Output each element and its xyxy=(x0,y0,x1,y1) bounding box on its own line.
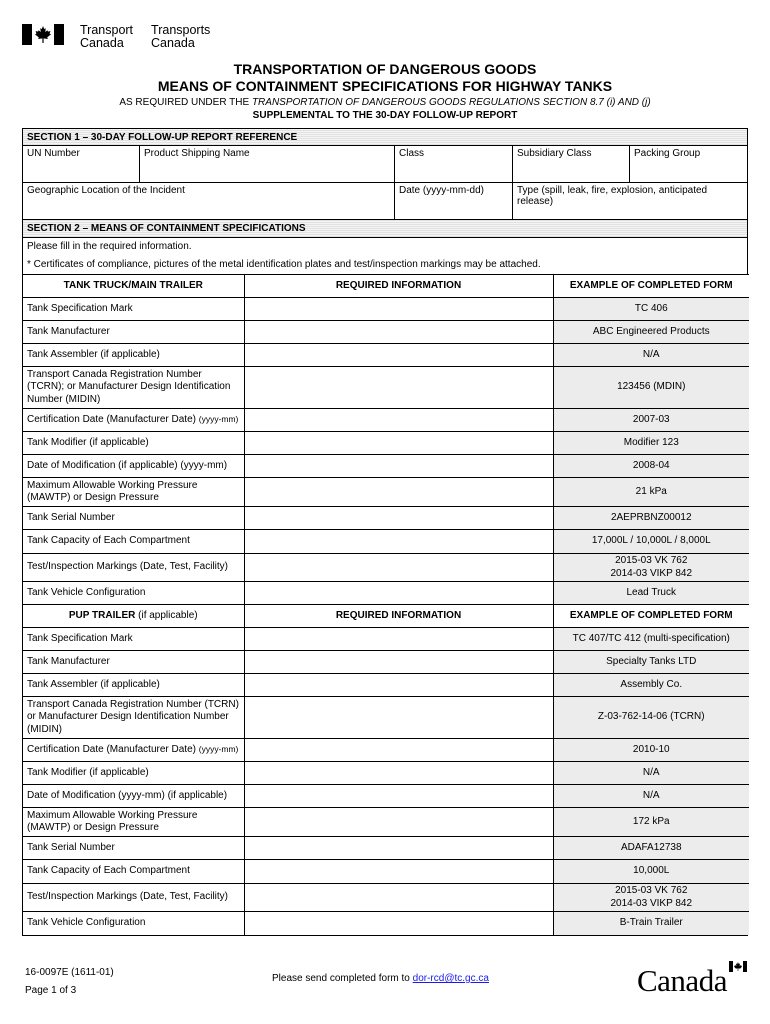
attachments-note: * Certificates of compliance, pictures of the metal identification plates and test/inspection markings may be attached. xyxy=(27,259,541,270)
pup-row-label: Tank Capacity of Each Compartment xyxy=(23,860,244,884)
pup-row-example: 2010-10 xyxy=(553,739,749,762)
tank-row-label: Transport Canada Registration Number (TCRN); or Manufacturer Design Identification Number (MIDIN) xyxy=(23,367,244,409)
tank-row xyxy=(23,367,749,409)
pup-header-left xyxy=(23,605,244,628)
pup-row-example: Assembly Co. xyxy=(553,674,749,697)
tank-header-row xyxy=(23,275,749,298)
pup-header-normal: (if applicable) xyxy=(135,609,198,621)
tank-row-label: Test/Inspection Markings (Date, Test, Facility) xyxy=(23,554,244,582)
form-title-line2: MEANS OF CONTAINMENT SPECIFICATIONS FOR HIGHWAY TANKS xyxy=(157,78,613,94)
pup-row-input[interactable] xyxy=(244,628,553,651)
page-number: Page 1 of 3 xyxy=(25,985,77,996)
pup-row xyxy=(23,884,749,912)
pup-row-label: Test/Inspection Markings (Date, Test, Facility) xyxy=(23,884,244,912)
pup-row-input[interactable] xyxy=(244,762,553,785)
label-main: Certification Date (Manufacturer Date) xyxy=(27,414,199,426)
pup-row-example: B-Train Trailer xyxy=(553,912,749,935)
tank-row-input[interactable] xyxy=(244,432,553,455)
tank-row-input[interactable] xyxy=(244,530,553,554)
un-number-field[interactable]: UN Number xyxy=(23,146,140,182)
tank-row-example: TC 406 xyxy=(553,298,749,321)
pup-row-example: ADAFA12738 xyxy=(553,837,749,860)
example-line1: 2015-03 VK 762 xyxy=(615,885,688,896)
form-number: 16-0097E (1611-01) xyxy=(25,967,114,978)
tank-row-input[interactable] xyxy=(244,321,553,344)
pup-row xyxy=(23,837,749,860)
pup-row xyxy=(23,651,749,674)
tank-row-example: 21 kPa xyxy=(553,478,749,507)
regulation-title: TRANSPORTATION OF DANGEROUS GOODS REGULATIONS SECTION 8.7 (i) AND (j) xyxy=(251,97,651,108)
pup-row-example: TC 407/TC 412 (multi-specification) xyxy=(553,628,749,651)
label-format: (yyyy-mm) xyxy=(198,744,239,755)
tank-row xyxy=(23,530,749,554)
example-line2: 2014-03 VIKP 842 xyxy=(610,897,693,909)
pup-row-input[interactable] xyxy=(244,785,553,808)
pup-row-input[interactable] xyxy=(244,860,553,884)
tank-row xyxy=(23,554,749,582)
tank-row xyxy=(23,582,749,605)
example-line1: 2015-03 VK 762 xyxy=(615,555,688,566)
tank-header-required: REQUIRED INFORMATION xyxy=(244,275,553,298)
incident-type-field[interactable]: Type (spill, leak, fire, explosion, anticipated release) xyxy=(517,185,708,207)
dept-en-line2: Canada xyxy=(80,36,124,50)
tank-row-input[interactable] xyxy=(244,344,553,367)
pup-row xyxy=(23,739,749,762)
tank-row-input[interactable] xyxy=(244,507,553,530)
incident-date-field[interactable]: Date (yyyy-mm-dd) xyxy=(395,183,513,219)
fill-in-note: Please fill in the required information. xyxy=(27,241,192,252)
pup-row-label: Tank Serial Number xyxy=(23,837,244,860)
tank-row-input[interactable] xyxy=(244,554,553,582)
tank-row-label: Date of Modification (if applicable) (yyyy-mm) xyxy=(23,455,244,478)
tank-row-example: 2AEPRBNZ00012 xyxy=(553,507,749,530)
pup-header-required: REQUIRED INFORMATION xyxy=(244,605,553,628)
section2-notes xyxy=(23,237,747,274)
tank-row-label xyxy=(23,409,244,432)
pup-row xyxy=(23,674,749,697)
tank-row-example xyxy=(553,554,749,582)
pup-row-input[interactable] xyxy=(244,674,553,697)
pup-header-bold: PUP TRAILER xyxy=(68,609,136,621)
tank-row-example: Modifier 123 xyxy=(553,432,749,455)
tank-row xyxy=(23,507,749,530)
pup-row-example: N/A xyxy=(553,762,749,785)
pup-row-example: N/A xyxy=(553,785,749,808)
example-line2: 2014-03 VIKP 842 xyxy=(610,567,693,579)
pup-header-row xyxy=(23,605,749,628)
dept-fr-line1: Transports xyxy=(151,23,211,37)
packing-group-field[interactable]: Packing Group xyxy=(634,148,701,159)
wordmark-text: Canada xyxy=(637,963,727,998)
pup-row-label: Maximum Allowable Working Pressure (MAWTP) or Design Pressure xyxy=(23,808,244,837)
pup-row-label: Tank Manufacturer xyxy=(23,651,244,674)
tank-row-label: Tank Capacity of Each Compartment xyxy=(23,530,244,554)
pup-row xyxy=(23,860,749,884)
pup-row-label: Tank Specification Mark xyxy=(23,628,244,651)
pup-row-example: Specialty Tanks LTD xyxy=(553,651,749,674)
tank-row-example: ABC Engineered Products xyxy=(553,321,749,344)
form-title-line1: TRANSPORTATION OF DANGEROUS GOODS xyxy=(233,61,537,77)
tank-row xyxy=(23,409,749,432)
tank-row-input[interactable] xyxy=(244,478,553,507)
tank-row-example: 2007-03 xyxy=(553,409,749,432)
subsidiary-class-field[interactable]: Subsidiary Class xyxy=(513,146,630,182)
department-name-english xyxy=(80,24,133,50)
pup-row xyxy=(23,785,749,808)
tank-row xyxy=(23,321,749,344)
pup-row-example: Z-03-762-14-06 (TCRN) xyxy=(553,697,749,739)
tank-row xyxy=(23,298,749,321)
tank-row-example: 17,000L / 10,000L / 8,000L xyxy=(553,530,749,554)
tank-row-label: Tank Modifier (if applicable) xyxy=(23,432,244,455)
label-main: Certification Date (Manufacturer Date) xyxy=(27,744,199,756)
pup-row-input[interactable] xyxy=(244,697,553,739)
tank-row-example: Lead Truck xyxy=(553,582,749,605)
pup-row-input[interactable] xyxy=(244,912,553,935)
tank-row xyxy=(23,344,749,367)
pup-row-example: 172 kPa xyxy=(553,808,749,837)
pup-row-label: Tank Vehicle Configuration xyxy=(23,912,244,935)
government-signature xyxy=(22,24,210,50)
tank-row-example: 123456 (MDIN) xyxy=(553,367,749,409)
send-instructions xyxy=(272,973,489,984)
tank-row-input[interactable] xyxy=(244,298,553,321)
section1-header: SECTION 1 – 30-DAY FOLLOW-UP REPORT REFERENCE xyxy=(23,129,747,146)
pup-row-input[interactable] xyxy=(244,651,553,674)
tank-row-input[interactable] xyxy=(244,455,553,478)
shipping-name-field[interactable]: Product Shipping Name xyxy=(140,146,395,182)
label-format: (yyyy-mm) xyxy=(198,414,239,425)
footer-info xyxy=(25,964,114,1000)
tank-row-label: Maximum Allowable Working Pressure (MAWTP) or Design Pressure xyxy=(23,478,244,507)
tank-specifications-table xyxy=(23,274,749,935)
email-link[interactable]: dor-rcd@tc.gc.ca xyxy=(412,973,489,984)
tank-row xyxy=(23,455,749,478)
pup-row-label xyxy=(23,739,244,762)
tank-header-left: TANK TRUCK/MAIN TRAILER xyxy=(23,275,244,298)
pup-row xyxy=(23,762,749,785)
pup-row-label: Tank Assembler (if applicable) xyxy=(23,674,244,697)
pup-header-example: EXAMPLE OF COMPLETED FORM xyxy=(553,605,749,628)
tank-row-input[interactable] xyxy=(244,409,553,432)
location-field[interactable]: Geographic Location of the Incident xyxy=(23,183,395,219)
supplemental-note: SUPPLEMENTAL TO THE 30-DAY FOLLOW-UP REPORT xyxy=(252,110,518,121)
tank-row-example: N/A xyxy=(553,344,749,367)
tank-row-label: Tank Vehicle Configuration xyxy=(23,582,244,605)
tank-row-label: Tank Assembler (if applicable) xyxy=(23,344,244,367)
section1-row1 xyxy=(23,146,747,183)
canada-flag-icon xyxy=(22,24,64,45)
tank-row-input[interactable] xyxy=(244,582,553,605)
canada-wordmark xyxy=(637,965,727,997)
dept-en-line1: Transport xyxy=(80,23,134,37)
department-name-french xyxy=(151,24,210,50)
class-field[interactable]: Class xyxy=(395,146,513,182)
pup-row-label: Tank Modifier (if applicable) xyxy=(23,762,244,785)
send-text: Please send completed form to xyxy=(272,973,413,984)
tank-row-label: Tank Specification Mark xyxy=(23,298,244,321)
pup-row xyxy=(23,808,749,837)
tank-row-example: 2008-04 xyxy=(553,455,749,478)
pup-row-input[interactable] xyxy=(244,837,553,860)
form-body xyxy=(22,128,748,936)
dept-fr-line2: Canada xyxy=(151,36,195,50)
tank-row xyxy=(23,432,749,455)
pup-row-label: Date of Modification (yyyy-mm) (if applicable) xyxy=(23,785,244,808)
pup-row-input[interactable] xyxy=(244,739,553,762)
pup-row xyxy=(23,628,749,651)
pup-row-example xyxy=(553,884,749,912)
wordmark-flag-icon xyxy=(729,961,747,972)
section2-header: SECTION 2 – MEANS OF CONTAINMENT SPECIFICATIONS xyxy=(23,220,747,237)
tank-row-label: Tank Serial Number xyxy=(23,507,244,530)
section1-row2 xyxy=(23,183,747,220)
tank-row-input[interactable] xyxy=(244,367,553,409)
pup-row xyxy=(23,912,749,935)
tank-header-example: EXAMPLE OF COMPLETED FORM xyxy=(553,275,749,298)
pup-row-example: 10,000L xyxy=(553,860,749,884)
pup-row xyxy=(23,697,749,739)
tank-row xyxy=(23,478,749,507)
pup-row-label: Transport Canada Registration Number (TCRN) or Manufacturer Design Identification Number (MIDIN) xyxy=(23,697,244,739)
pup-row-input[interactable] xyxy=(244,884,553,912)
regulation-prefix: AS REQUIRED UNDER THE xyxy=(119,97,252,108)
tank-row-label: Tank Manufacturer xyxy=(23,321,244,344)
regulation-reference xyxy=(0,96,770,110)
pup-row-input[interactable] xyxy=(244,808,553,837)
form-title-block xyxy=(0,61,770,122)
